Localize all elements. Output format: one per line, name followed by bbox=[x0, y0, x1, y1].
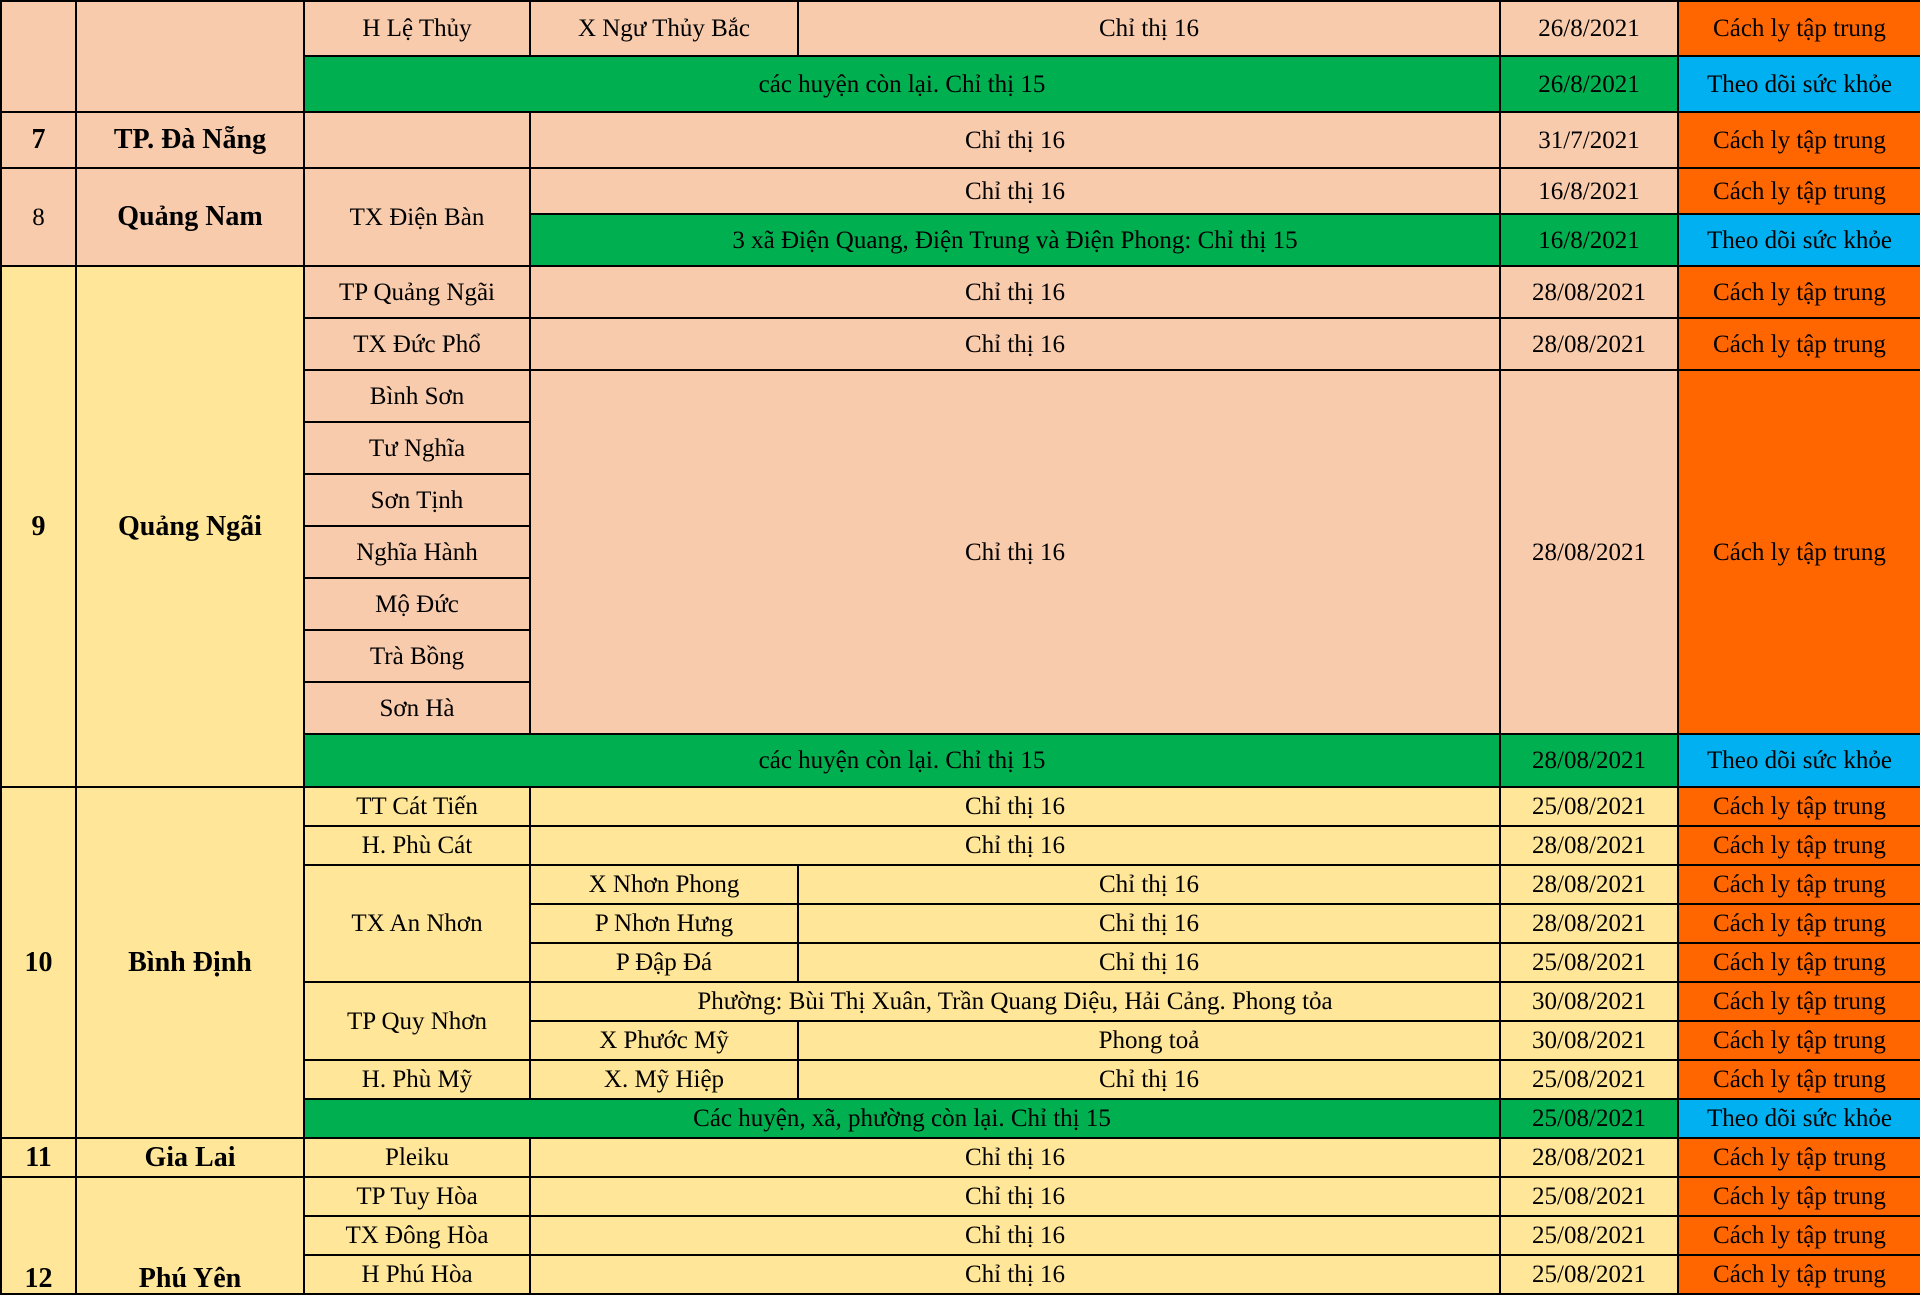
status-cell: Cách ly tập trung bbox=[1678, 370, 1920, 734]
district-cell: Pleiku bbox=[304, 1138, 530, 1177]
province-cell: TP. Đà Nẵng bbox=[76, 112, 304, 168]
district-cell: TX Đức Phổ bbox=[304, 318, 530, 370]
date-cell: 28/08/2021 bbox=[1500, 826, 1678, 865]
date-cell: 28/08/2021 bbox=[1500, 865, 1678, 904]
date-cell: 30/08/2021 bbox=[1500, 982, 1678, 1021]
stt-cell: 8 bbox=[1, 168, 76, 266]
status-cell: Theo dõi sức khỏe bbox=[1678, 734, 1920, 787]
district-cell: TP Tuy Hòa bbox=[304, 1177, 530, 1216]
stt-cell: 9 bbox=[1, 266, 76, 787]
district-cell: Trà Bồng bbox=[304, 630, 530, 682]
measure-cell: Phong toả bbox=[798, 1021, 1500, 1060]
province-cell bbox=[76, 1, 304, 112]
commune-cell: P Nhơn Hưng bbox=[530, 904, 798, 943]
measure-cell: 3 xã Điện Quang, Điện Trung và Điện Phong: Chỉ thị 15 bbox=[530, 214, 1500, 266]
district-cell bbox=[304, 112, 530, 168]
measure-cell: Chỉ thị 16 bbox=[530, 318, 1500, 370]
status-cell: Theo dõi sức khỏe bbox=[1678, 1099, 1920, 1138]
status-cell: Cách ly tập trung bbox=[1678, 943, 1920, 982]
date-cell: 25/08/2021 bbox=[1500, 1060, 1678, 1099]
status-cell: Cách ly tập trung bbox=[1678, 904, 1920, 943]
district-cell: H Phú Hòa bbox=[304, 1255, 530, 1294]
status-cell: Cách ly tập trung bbox=[1678, 1255, 1920, 1294]
status-cell: Cách ly tập trung bbox=[1678, 826, 1920, 865]
district-cell: TX Đông Hòa bbox=[304, 1216, 530, 1255]
date-cell: 26/8/2021 bbox=[1500, 56, 1678, 112]
status-cell: Cách ly tập trung bbox=[1678, 1216, 1920, 1255]
status-cell: Cách ly tập trung bbox=[1678, 982, 1920, 1021]
stt-cell: 12 bbox=[1, 1177, 76, 1294]
stt-cell: 10 bbox=[1, 787, 76, 1138]
province-cell: Bình Định bbox=[76, 787, 304, 1138]
measure-cell: Chỉ thị 16 bbox=[798, 865, 1500, 904]
measure-cell: Chỉ thị 16 bbox=[530, 787, 1500, 826]
commune-cell: P Đập Đá bbox=[530, 943, 798, 982]
status-cell: Cách ly tập trung bbox=[1678, 318, 1920, 370]
province-cell: Quảng Nam bbox=[76, 168, 304, 266]
status-cell: Cách ly tập trung bbox=[1678, 1021, 1920, 1060]
status-cell: Cách ly tập trung bbox=[1678, 1138, 1920, 1177]
district-cell: Bình Sơn bbox=[304, 370, 530, 422]
date-cell: 28/08/2021 bbox=[1500, 266, 1678, 318]
district-cell: TT Cát Tiến bbox=[304, 787, 530, 826]
measure-cell: Chỉ thị 16 bbox=[798, 943, 1500, 982]
date-cell: 25/08/2021 bbox=[1500, 943, 1678, 982]
status-cell: Theo dõi sức khỏe bbox=[1678, 56, 1920, 112]
status-cell: Cách ly tập trung bbox=[1678, 1177, 1920, 1216]
date-cell: 16/8/2021 bbox=[1500, 214, 1678, 266]
table-row bbox=[1, 1138, 1920, 1177]
measure-cell: Chỉ thị 16 bbox=[530, 1255, 1500, 1294]
district-cell: Mộ Đức bbox=[304, 578, 530, 630]
table-row bbox=[1, 1, 1920, 56]
measure-cell: Chỉ thị 16 bbox=[530, 1138, 1500, 1177]
stt-cell: 7 bbox=[1, 112, 76, 168]
commune-cell: X Ngư Thủy Bắc bbox=[530, 1, 798, 56]
district-cell: Sơn Hà bbox=[304, 682, 530, 734]
status-cell: Theo dõi sức khỏe bbox=[1678, 214, 1920, 266]
table-row bbox=[1, 787, 1920, 826]
date-cell: 16/8/2021 bbox=[1500, 168, 1678, 214]
stt-cell: 11 bbox=[1, 1138, 76, 1177]
status-cell: Cách ly tập trung bbox=[1678, 865, 1920, 904]
district-cell: H Lệ Thủy bbox=[304, 1, 530, 56]
table-row bbox=[1, 1177, 1920, 1216]
province-cell: Quảng Ngãi bbox=[76, 266, 304, 787]
date-cell: 25/08/2021 bbox=[1500, 787, 1678, 826]
district-cell: H. Phù Mỹ bbox=[304, 1060, 530, 1099]
date-cell: 25/08/2021 bbox=[1500, 1177, 1678, 1216]
measure-cell: Chỉ thị 16 bbox=[798, 1, 1500, 56]
district-cell: H. Phù Cát bbox=[304, 826, 530, 865]
district-cell: Sơn Tịnh bbox=[304, 474, 530, 526]
measure-cell: các huyện còn lại. Chỉ thị 15 bbox=[304, 56, 1500, 112]
date-cell: 28/08/2021 bbox=[1500, 370, 1678, 734]
date-cell: 25/08/2021 bbox=[1500, 1099, 1678, 1138]
measure-cell: Các huyện, xã, phường còn lại. Chỉ thị 15 bbox=[304, 1099, 1500, 1138]
date-cell: 28/08/2021 bbox=[1500, 1138, 1678, 1177]
table-row bbox=[1, 168, 1920, 214]
district-cell: TP Quy Nhơn bbox=[304, 982, 530, 1060]
status-cell: Cách ly tập trung bbox=[1678, 1, 1920, 56]
date-cell: 28/08/2021 bbox=[1500, 318, 1678, 370]
date-cell: 28/08/2021 bbox=[1500, 734, 1678, 787]
province-cell: Phú Yên bbox=[76, 1177, 304, 1294]
measure-cell: Chỉ thị 16 bbox=[530, 1216, 1500, 1255]
date-cell: 25/08/2021 bbox=[1500, 1216, 1678, 1255]
stt-cell bbox=[1, 1, 76, 112]
measure-cell: Chỉ thị 16 bbox=[530, 168, 1500, 214]
table-row bbox=[1, 112, 1920, 168]
date-cell: 31/7/2021 bbox=[1500, 112, 1678, 168]
measure-cell: Chỉ thị 16 bbox=[530, 266, 1500, 318]
measure-cell: Phường: Bùi Thị Xuân, Trần Quang Diệu, Hải Cảng. Phong tỏa bbox=[530, 982, 1500, 1021]
status-cell: Cách ly tập trung bbox=[1678, 168, 1920, 214]
table-row bbox=[1, 266, 1920, 318]
district-cell: TX Điện Bàn bbox=[304, 168, 530, 266]
status-cell: Cách ly tập trung bbox=[1678, 266, 1920, 318]
district-cell: TP Quảng Ngãi bbox=[304, 266, 530, 318]
commune-cell: X. Mỹ Hiệp bbox=[530, 1060, 798, 1099]
measure-cell: Chỉ thị 16 bbox=[530, 370, 1500, 734]
commune-cell: X Phước Mỹ bbox=[530, 1021, 798, 1060]
date-cell: 26/8/2021 bbox=[1500, 1, 1678, 56]
measure-cell: Chỉ thị 16 bbox=[530, 1177, 1500, 1216]
district-cell: Tư Nghĩa bbox=[304, 422, 530, 474]
district-cell: Nghĩa Hành bbox=[304, 526, 530, 578]
status-cell: Cách ly tập trung bbox=[1678, 787, 1920, 826]
measure-cell: Chỉ thị 16 bbox=[530, 826, 1500, 865]
status-cell: Cách ly tập trung bbox=[1678, 1060, 1920, 1099]
commune-cell: X Nhơn Phong bbox=[530, 865, 798, 904]
date-cell: 30/08/2021 bbox=[1500, 1021, 1678, 1060]
date-cell: 25/08/2021 bbox=[1500, 1255, 1678, 1294]
measure-cell: Chỉ thị 16 bbox=[798, 904, 1500, 943]
measure-cell: các huyện còn lại. Chỉ thị 15 bbox=[304, 734, 1500, 787]
district-cell: TX An Nhơn bbox=[304, 865, 530, 982]
measure-cell: Chỉ thị 16 bbox=[530, 112, 1500, 168]
status-cell: Cách ly tập trung bbox=[1678, 112, 1920, 168]
date-cell: 28/08/2021 bbox=[1500, 904, 1678, 943]
measure-cell: Chỉ thị 16 bbox=[798, 1060, 1500, 1099]
province-cell: Gia Lai bbox=[76, 1138, 304, 1177]
